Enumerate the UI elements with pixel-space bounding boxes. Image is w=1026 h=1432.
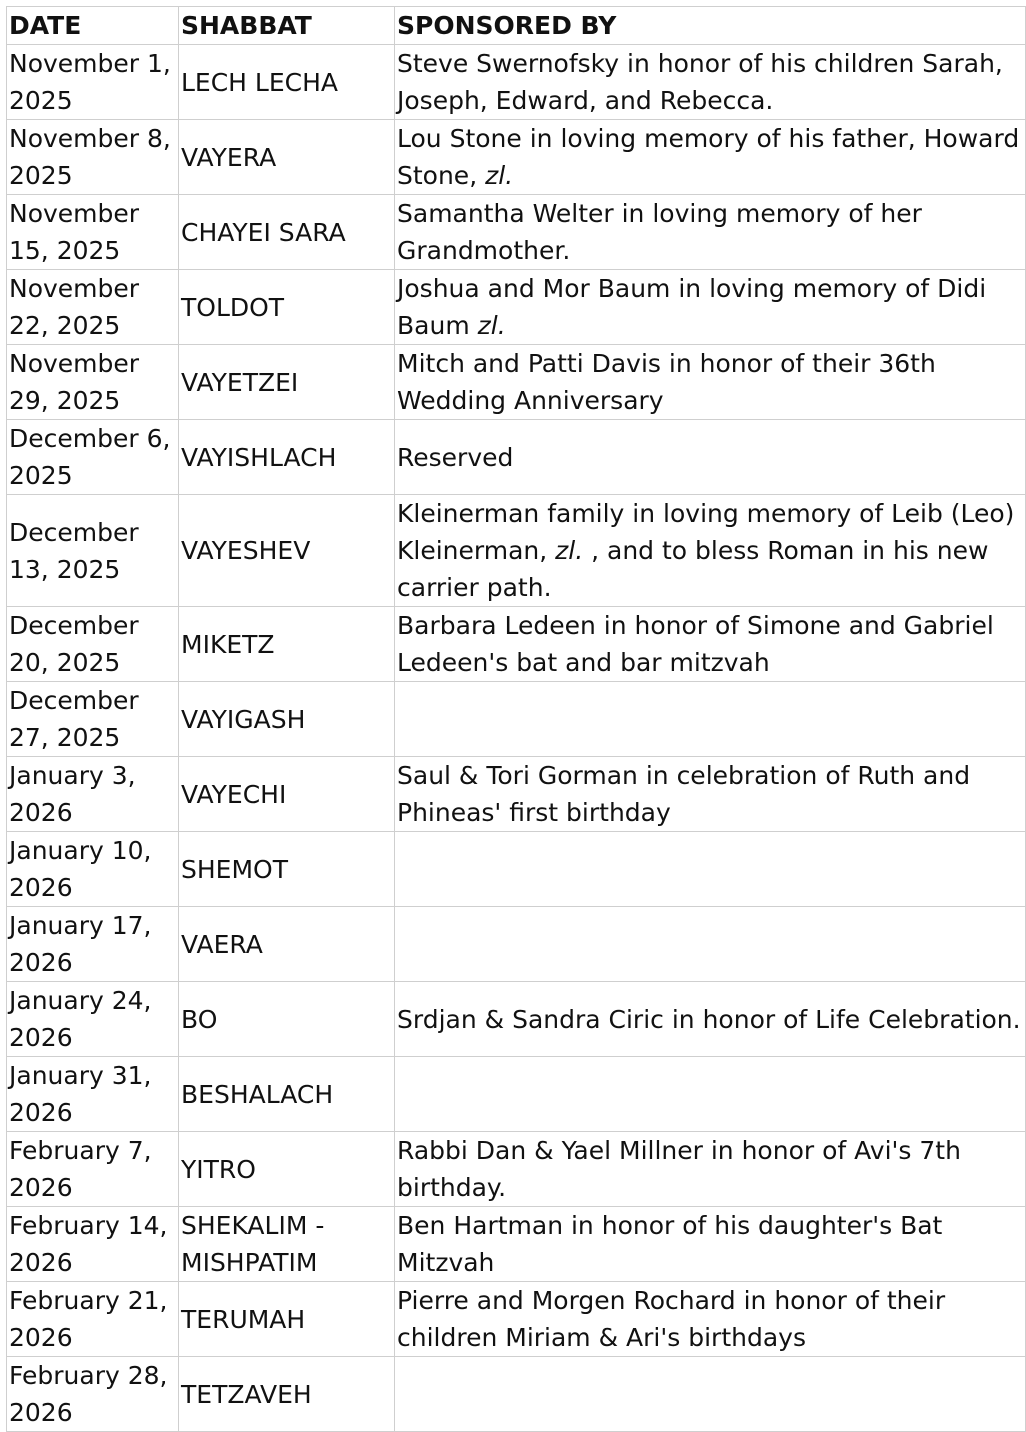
shabbat-cell: VAYIGASH	[179, 682, 395, 757]
shabbat-cell: LECH LECHA	[179, 45, 395, 120]
kiddush-sponsor-table	[6, 6, 1026, 1432]
sponsor-cell	[395, 270, 1026, 345]
table-row	[7, 1357, 1026, 1432]
table-row	[7, 420, 1026, 495]
date-cell: November 15, 2025	[7, 195, 179, 270]
sponsor-cell: Ben Hartman in honor of his daughter's Bat Mitzvah	[395, 1207, 1026, 1282]
shabbat-cell: SHEMOT	[179, 832, 395, 907]
zl-abbreviation: zl.	[477, 311, 506, 340]
shabbat-cell: YITRO	[179, 1132, 395, 1207]
sponsor-cell	[395, 1357, 1026, 1432]
zl-abbreviation: zl.	[485, 161, 514, 190]
date-cell: December 6, 2025	[7, 420, 179, 495]
sponsor-cell: Pierre and Morgen Rochard in honor of their children Miriam & Ari's birthdays	[395, 1282, 1026, 1357]
table-row	[7, 270, 1026, 345]
header-shabbat: SHABBAT	[179, 7, 395, 45]
table-row	[7, 757, 1026, 832]
sponsor-text: Lou Stone in loving memory of his father, Howard Stone,	[397, 124, 1020, 190]
sponsor-cell	[395, 832, 1026, 907]
date-cell: November 29, 2025	[7, 345, 179, 420]
shabbat-cell: VAYESHEV	[179, 495, 395, 607]
sponsor-cell: Srdjan & Sandra Ciric in honor of Life Celebration.	[395, 982, 1026, 1057]
date-cell: February 14, 2026	[7, 1207, 179, 1282]
sponsor-cell: Mitch and Patti Davis in honor of their 36th Wedding Anniversary	[395, 345, 1026, 420]
date-cell: December 27, 2025	[7, 682, 179, 757]
sponsor-cell: Barbara Ledeen in honor of Simone and Gabriel Ledeen's bat and bar mitzvah	[395, 607, 1026, 682]
shabbat-cell: VAYECHI	[179, 757, 395, 832]
sponsor-cell	[395, 495, 1026, 607]
shabbat-cell: VAERA	[179, 907, 395, 982]
shabbat-cell: BO	[179, 982, 395, 1057]
date-cell: January 17, 2026	[7, 907, 179, 982]
shabbat-cell: MIKETZ	[179, 607, 395, 682]
date-cell: November 8, 2025	[7, 120, 179, 195]
table-row	[7, 607, 1026, 682]
sponsor-cell	[395, 682, 1026, 757]
shabbat-cell: BESHALACH	[179, 1057, 395, 1132]
table-row	[7, 682, 1026, 757]
shabbat-cell: VAYISHLACH	[179, 420, 395, 495]
table-row	[7, 1132, 1026, 1207]
sponsor-cell	[395, 1057, 1026, 1132]
table-row	[7, 195, 1026, 270]
date-cell: February 7, 2026	[7, 1132, 179, 1207]
sponsor-text: Kleinerman family in loving memory of Leib (Leo) Kleinerman,	[397, 499, 1015, 565]
date-cell: December 20, 2025	[7, 607, 179, 682]
table-row	[7, 907, 1026, 982]
shabbat-cell: TETZAVEH	[179, 1357, 395, 1432]
table-row	[7, 45, 1026, 120]
zl-abbreviation: zl.	[555, 536, 584, 565]
shabbat-cell: TOLDOT	[179, 270, 395, 345]
table-row	[7, 832, 1026, 907]
table-row	[7, 495, 1026, 607]
sponsor-text-after: , and to bless Roman in his new carrier path.	[397, 536, 989, 602]
sponsor-cell: Steve Swernofsky in honor of his children Sarah, Joseph, Edward, and Rebecca.	[395, 45, 1026, 120]
date-cell: January 31, 2026	[7, 1057, 179, 1132]
shabbat-cell: VAYETZEI	[179, 345, 395, 420]
shabbat-cell: TERUMAH	[179, 1282, 395, 1357]
sponsor-cell: Reserved	[395, 420, 1026, 495]
shabbat-cell: VAYERA	[179, 120, 395, 195]
sponsor-cell	[395, 120, 1026, 195]
sponsor-cell	[395, 907, 1026, 982]
date-cell: January 3, 2026	[7, 757, 179, 832]
sponsor-cell: Saul & Tori Gorman in celebration of Ruth and Phineas' first birthday	[395, 757, 1026, 832]
date-cell: February 28, 2026	[7, 1357, 179, 1432]
header-sponsored-by: SPONSORED BY	[395, 7, 1026, 45]
sponsor-text: Joshua and Mor Baum in loving memory of Didi Baum	[397, 274, 987, 340]
shabbat-cell: CHAYEI SARA	[179, 195, 395, 270]
table-row	[7, 1057, 1026, 1132]
table-row	[7, 982, 1026, 1057]
shabbat-cell: SHEKALIM - MISHPATIM	[179, 1207, 395, 1282]
table-row	[7, 345, 1026, 420]
date-cell: November 1, 2025	[7, 45, 179, 120]
header-row	[7, 7, 1026, 45]
date-cell: November 22, 2025	[7, 270, 179, 345]
table-row	[7, 1282, 1026, 1357]
header-date: DATE	[7, 7, 179, 45]
sponsor-cell: Rabbi Dan & Yael Millner in honor of Avi's 7th birthday.	[395, 1132, 1026, 1207]
date-cell: January 24, 2026	[7, 982, 179, 1057]
sponsor-cell: Samantha Welter in loving memory of her Grandmother.	[395, 195, 1026, 270]
date-cell: January 10, 2026	[7, 832, 179, 907]
table-row	[7, 120, 1026, 195]
date-cell: December 13, 2025	[7, 495, 179, 607]
date-cell: February 21, 2026	[7, 1282, 179, 1357]
table-row	[7, 1207, 1026, 1282]
